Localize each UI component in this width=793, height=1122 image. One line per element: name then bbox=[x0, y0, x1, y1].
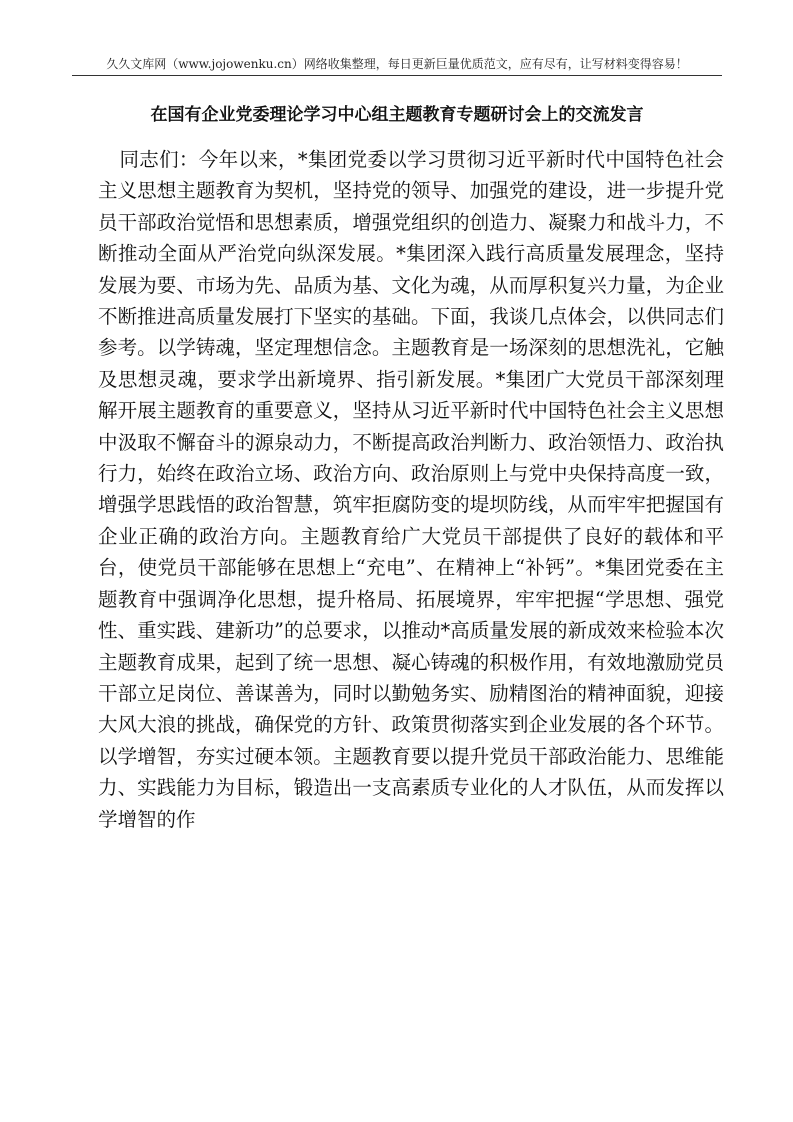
header-divider bbox=[72, 75, 722, 76]
body-paragraph: 同志们：今年以来，*集团党委以学习贯彻习近平新时代中国特色社会主义思想主题教育为契机，坚持党的领导、加强党的建设，进一步提升党员干部政治觉悟和思想素质，增强党组织的创造力、凝聚力和战斗力，不断推动全面从严治党向纵深发展。*集团深入践行高质量发展理念，坚持发展为要、市场为先、品质为基、文化为魂，从而厚积复兴力量，为企业不断推进高质量发展打下坚实的基础。下面，我谈几点体会，以供同志们参考。以学铸魂，坚定理想信念。主题教育是一场深刻的思想洗礼，它触及思想灵魂，要求学出新境界、指引新发展。*集团广大党员干部深刻理解开展主题教育的重要意义，坚持从习近平新时代中国特色社会主义思想中汲取不懈奋斗的源泉动力，不断提高政治判断力、政治领悟力、政治执行力，始终在政治立场、政治方向、政治原则上与党中央保持高度一致，增强学思践悟的政治智慧，筑牢拒腐防变的堤坝防线，从而牢牢把握国有企业正确的政治方向。主题教育给广大党员干部提供了良好的载体和平台，使党员干部能够在思想上“充电”、在精神上“补钙”。*集团党委在主题教育中强调净化思想，提升格局、拓展境界，牢牢把握“学思想、强党性、重实践、建新功”的总要求，以推动*高质量发展的新成效来检验本次主题教育成果，起到了统一思想、凝心铸魂的积极作用，有效地激励党员干部立足岗位、善谋善为，同时以勤勉务实、励精图治的精神面貌，迎接大风大浪的挑战，确保党的方针、政策贯彻落实到企业发展的各个环节。以学增智，夯实过硬本领。主题教育要以提升党员干部政治能力、思维能力、实践能力为目标，锻造出一支高素质专业化的人才队伍，从而发挥以学增智的作 bbox=[98, 148, 724, 831]
document-title: 在国有企业党委理论学习中心组主题教育专题研讨会上的交流发言 bbox=[150, 105, 644, 125]
running-header: 久久文库网（www.jojowenku.cn）网络收集整理，每日更新巨量优质范文，应有尽有，让写材料变得容易！ bbox=[106, 57, 688, 71]
